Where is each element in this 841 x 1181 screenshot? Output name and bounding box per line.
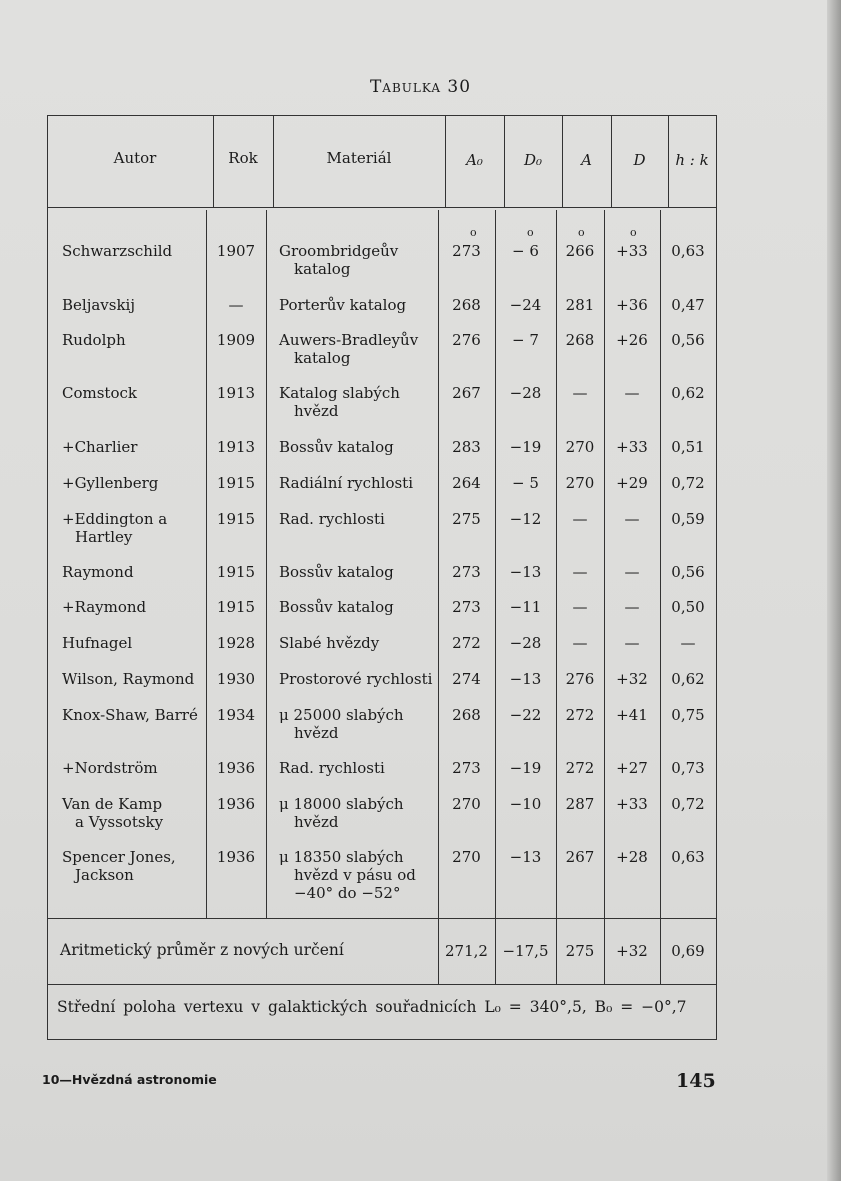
year-cell: 1934 xyxy=(216,706,256,724)
value-cell-hk: 0,63 xyxy=(671,848,705,866)
value-cell-a0: 267 xyxy=(452,384,481,402)
value-cell-d: — xyxy=(624,384,640,402)
vertex-note: Střední poloha vertexu v galaktických souřadnicích L₀ = 340°,5, B₀ = −0°,7 xyxy=(57,998,687,1016)
value-cell-a0: 273 xyxy=(452,759,481,777)
value-cell-d: +26 xyxy=(616,331,648,349)
header-hk: h : k xyxy=(675,151,709,169)
value-cell-a: 270 xyxy=(565,474,595,492)
value-cell-a0: 272 xyxy=(452,634,481,652)
value-cell-a0: 273 xyxy=(452,563,481,581)
header-d0: D₀ xyxy=(523,151,543,169)
author-cell: +Nordström xyxy=(62,759,158,777)
value-cell-a0: 264 xyxy=(452,474,481,492)
author-cell: Hufnagel xyxy=(62,634,133,652)
year-cell: 1913 xyxy=(216,438,256,456)
author-cell: Wilson, Raymond xyxy=(62,670,195,688)
value-cell-a: 281 xyxy=(565,296,595,314)
value-cell-hk: 0,56 xyxy=(671,563,705,581)
year-cell: 1936 xyxy=(216,795,256,813)
header-material: Materiál xyxy=(326,149,392,167)
material-cell: Bossův katalog xyxy=(279,563,394,581)
page-number: 145 xyxy=(676,1070,716,1092)
author-cell: Jackson xyxy=(75,866,134,884)
value-cell-hk: 0,75 xyxy=(671,706,705,724)
header-a0: A₀ xyxy=(466,151,483,169)
author-cell: Van de Kamp xyxy=(62,795,163,813)
value-cell-d0: −19 xyxy=(509,438,542,456)
year-cell: 1915 xyxy=(216,510,256,528)
year-cell: 1909 xyxy=(216,331,256,349)
degree-mark: o xyxy=(470,226,477,239)
material-cell: Slabé hvězdy xyxy=(279,634,380,652)
value-cell-a0: 275 xyxy=(452,510,481,528)
value-cell-hk: 0,59 xyxy=(671,510,705,528)
value-cell-d0: −24 xyxy=(509,296,542,314)
year-cell: 1928 xyxy=(216,634,256,652)
header-rule xyxy=(47,207,717,208)
material-cell: hvězd xyxy=(294,813,339,831)
author-cell: Hartley xyxy=(75,528,133,546)
value-cell-d0: −28 xyxy=(509,384,542,402)
author-cell: Rudolph xyxy=(62,331,126,349)
author-cell: Schwarzschild xyxy=(62,242,173,260)
value-cell-hk: 0,72 xyxy=(671,474,705,492)
col-rule xyxy=(495,210,496,984)
material-cell: Katalog slabých xyxy=(279,384,400,402)
mean-a: 275 xyxy=(565,942,595,960)
table-title: Tabulka 30 xyxy=(369,77,472,97)
col-rule xyxy=(604,210,605,984)
col-rule xyxy=(660,210,661,984)
value-cell-d0: − 7 xyxy=(512,331,539,349)
value-cell-a: 270 xyxy=(565,438,595,456)
value-cell-d0: −10 xyxy=(509,795,542,813)
material-cell: Porterův katalog xyxy=(279,296,407,314)
author-cell: +Raymond xyxy=(62,598,147,616)
value-cell-hk: — xyxy=(680,634,696,652)
year-cell: 1907 xyxy=(216,242,256,260)
mean-d: +32 xyxy=(616,942,648,960)
value-cell-d: +33 xyxy=(616,795,648,813)
value-cell-d: +32 xyxy=(616,670,648,688)
material-cell: Bossův katalog xyxy=(279,438,394,456)
value-cell-hk: 0,63 xyxy=(671,242,705,260)
value-cell-a0: 270 xyxy=(452,795,481,813)
value-cell-d0: −28 xyxy=(509,634,542,652)
value-cell-d: +36 xyxy=(616,296,648,314)
value-cell-a: 272 xyxy=(565,759,595,777)
header-d: D xyxy=(633,151,646,169)
value-cell-hk: 0,73 xyxy=(671,759,705,777)
value-cell-a0: 276 xyxy=(452,331,481,349)
material-cell: μ 18350 slabých xyxy=(279,848,404,866)
mean-row-rule xyxy=(47,984,717,985)
author-cell: +Gyllenberg xyxy=(62,474,159,492)
value-cell-d: — xyxy=(624,510,640,528)
body-end-rule xyxy=(47,918,717,919)
value-cell-d: +41 xyxy=(616,706,648,724)
material-cell: Bossův katalog xyxy=(279,598,394,616)
value-cell-a0: 268 xyxy=(452,296,481,314)
mean-label: Aritmetický průměr z nových určení xyxy=(60,941,344,959)
value-cell-a: 276 xyxy=(565,670,595,688)
material-cell: μ 25000 slabých xyxy=(279,706,404,724)
material-cell: Groombridgeův xyxy=(279,242,399,260)
value-cell-d0: −19 xyxy=(509,759,542,777)
header-autor: Autor xyxy=(113,149,157,167)
material-cell: hvězd xyxy=(294,402,339,420)
value-cell-hk: 0,62 xyxy=(671,670,705,688)
material-cell: Rad. rychlosti xyxy=(279,510,385,528)
author-cell: Comstock xyxy=(62,384,137,402)
value-cell-d: +33 xyxy=(616,242,648,260)
author-cell: a Vyssotsky xyxy=(75,813,164,831)
value-cell-d0: −22 xyxy=(509,706,542,724)
value-cell-hk: 0,62 xyxy=(671,384,705,402)
year-cell: 1936 xyxy=(216,848,256,866)
value-cell-a: — xyxy=(572,598,588,616)
author-cell: +Charlier xyxy=(62,438,138,456)
value-cell-hk: 0,56 xyxy=(671,331,705,349)
author-cell: Beljavskij xyxy=(62,296,136,314)
value-cell-a: 267 xyxy=(565,848,595,866)
value-cell-d0: −13 xyxy=(509,563,542,581)
header-a: A xyxy=(581,151,592,169)
book-title-footer: 10—Hvězdná astronomie xyxy=(42,1072,217,1087)
material-cell: hvězd v pásu od xyxy=(294,866,416,884)
material-cell: −40° do −52° xyxy=(294,884,401,902)
value-cell-d: +27 xyxy=(616,759,648,777)
mean-hk: 0,69 xyxy=(671,942,705,960)
value-cell-d: +33 xyxy=(616,438,648,456)
degree-mark: o xyxy=(578,226,585,239)
year-cell: 1930 xyxy=(216,670,256,688)
author-cell: +Eddington a xyxy=(62,510,168,528)
value-cell-a: 266 xyxy=(565,242,595,260)
material-cell: μ 18000 slabých xyxy=(279,795,404,813)
value-cell-a: — xyxy=(572,384,588,402)
material-cell: Radiální rychlosti xyxy=(279,474,414,492)
header-rok: Rok xyxy=(228,149,258,167)
value-cell-d: +29 xyxy=(616,474,648,492)
degree-mark: o xyxy=(630,226,637,239)
value-cell-d: — xyxy=(624,598,640,616)
material-cell: katalog xyxy=(294,260,351,278)
value-cell-d: — xyxy=(624,634,640,652)
author-cell: Raymond xyxy=(62,563,134,581)
value-cell-a0: 273 xyxy=(452,598,481,616)
material-cell: Rad. rychlosti xyxy=(279,759,385,777)
value-cell-d0: −12 xyxy=(509,510,542,528)
mean-d0: −17,5 xyxy=(502,942,549,960)
value-cell-a0: 273 xyxy=(452,242,481,260)
value-cell-a: — xyxy=(572,510,588,528)
value-cell-a0: 268 xyxy=(452,706,481,724)
value-cell-a0: 274 xyxy=(452,670,481,688)
value-cell-d0: −11 xyxy=(509,598,542,616)
col-rule xyxy=(438,210,439,984)
value-cell-d0: −13 xyxy=(509,848,542,866)
value-cell-a0: 270 xyxy=(452,848,481,866)
material-cell: Auwers-Bradleyův xyxy=(279,331,419,349)
page-edge-shadow xyxy=(827,0,841,1181)
value-cell-d: +28 xyxy=(616,848,648,866)
material-cell: hvězd xyxy=(294,724,339,742)
value-cell-d0: − 6 xyxy=(512,242,539,260)
value-cell-hk: 0,72 xyxy=(671,795,705,813)
year-cell: 1915 xyxy=(216,598,256,616)
col-rule xyxy=(556,210,557,984)
degree-mark: o xyxy=(527,226,534,239)
year-cell: 1915 xyxy=(216,474,256,492)
material-cell: Prostorové rychlosti xyxy=(279,670,433,688)
value-cell-a: 268 xyxy=(565,331,595,349)
value-cell-d0: −13 xyxy=(509,670,542,688)
material-cell: katalog xyxy=(294,349,351,367)
year-cell: 1915 xyxy=(216,563,256,581)
value-cell-a: 287 xyxy=(565,795,595,813)
value-cell-a0: 283 xyxy=(452,438,481,456)
value-cell-a: — xyxy=(572,634,588,652)
year-cell: 1913 xyxy=(216,384,256,402)
year-cell: 1936 xyxy=(216,759,256,777)
value-cell-hk: 0,47 xyxy=(671,296,705,314)
col-rule xyxy=(266,210,267,918)
year-cell: — xyxy=(228,296,244,314)
value-cell-hk: 0,50 xyxy=(671,598,705,616)
author-cell: Knox-Shaw, Barré xyxy=(62,706,198,724)
value-cell-a: — xyxy=(572,563,588,581)
value-cell-hk: 0,51 xyxy=(671,438,705,456)
author-cell: Spencer Jones, xyxy=(62,848,176,866)
value-cell-a: 272 xyxy=(565,706,595,724)
value-cell-d0: − 5 xyxy=(512,474,539,492)
value-cell-d: — xyxy=(624,563,640,581)
mean-a0: 271,2 xyxy=(445,942,488,960)
